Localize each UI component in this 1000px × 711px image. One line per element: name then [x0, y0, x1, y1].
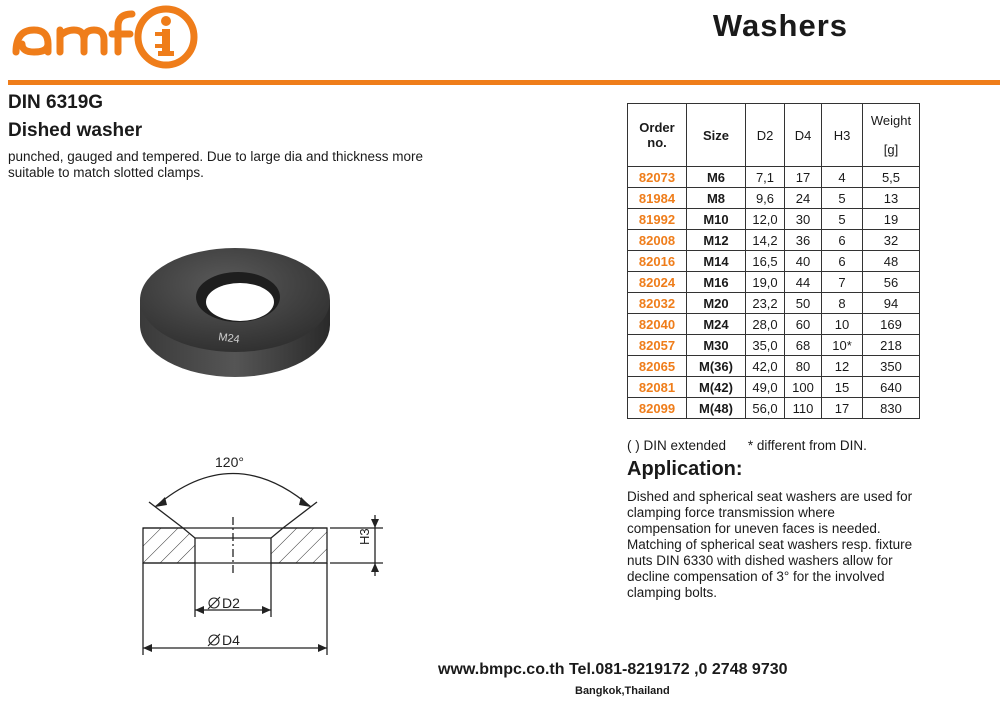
cell-order-no[interactable]: 82073 — [628, 167, 687, 188]
cell-d2: 35,0 — [746, 335, 785, 356]
footer-location: Bangkok,Thailand — [575, 685, 670, 697]
cell-weight: 32 — [863, 230, 920, 251]
cell-h3: 6 — [822, 230, 863, 251]
cell-weight: 830 — [863, 398, 920, 419]
cell-d4: 44 — [785, 272, 822, 293]
cell-weight: 48 — [863, 251, 920, 272]
legend-din-extended: ( ) DIN extended — [627, 438, 727, 453]
cell-h3: 5 — [822, 188, 863, 209]
cell-h3: 17 — [822, 398, 863, 419]
cell-d4: 40 — [785, 251, 822, 272]
cell-d4: 110 — [785, 398, 822, 419]
cell-order-no[interactable]: 82099 — [628, 398, 687, 419]
table-row — [628, 335, 920, 356]
diameter-symbols — [208, 597, 220, 646]
d4-label: D4 — [222, 632, 240, 648]
table-row — [628, 167, 920, 188]
cell-size: M20 — [687, 293, 746, 314]
washer-cross-section-drawing — [125, 445, 395, 660]
table-row — [628, 251, 920, 272]
col-order-no: Order no. — [628, 104, 687, 167]
cell-d4: 68 — [785, 335, 822, 356]
spec-table — [627, 103, 920, 419]
cell-h3: 6 — [822, 251, 863, 272]
cell-d4: 60 — [785, 314, 822, 335]
table-row — [628, 377, 920, 398]
cell-size: M8 — [687, 188, 746, 209]
header-divider — [8, 80, 1000, 85]
cell-weight: 94 — [863, 293, 920, 314]
col-d4: D4 — [785, 104, 822, 167]
cell-size: M(42) — [687, 377, 746, 398]
cell-weight: 5,5 — [863, 167, 920, 188]
product-description: punched, gauged and tempered. Due to large dia and thickness more suitable to match slotted clamps. — [8, 149, 424, 180]
cell-size: M(48) — [687, 398, 746, 419]
table-header-row — [628, 104, 920, 167]
dished-washer-photo — [130, 230, 340, 380]
photo-size-label: M24 — [217, 331, 241, 346]
cell-h3: 5 — [822, 209, 863, 230]
cell-h3: 7 — [822, 272, 863, 293]
cell-d2: 14,2 — [746, 230, 785, 251]
cell-d4: 50 — [785, 293, 822, 314]
cell-weight: 13 — [863, 188, 920, 209]
cell-h3: 10* — [822, 335, 863, 356]
col-d2: D2 — [746, 104, 785, 167]
cell-h3: 15 — [822, 377, 863, 398]
cell-d2: 23,2 — [746, 293, 785, 314]
cell-h3: 8 — [822, 293, 863, 314]
table-row — [628, 272, 920, 293]
cell-order-no[interactable]: 82024 — [628, 272, 687, 293]
table-legend — [627, 438, 885, 453]
amf-logo — [8, 2, 198, 72]
cell-d2: 9,6 — [746, 188, 785, 209]
cell-order-no[interactable]: 82040 — [628, 314, 687, 335]
cell-d2: 28,0 — [746, 314, 785, 335]
cell-order-no[interactable]: 82057 — [628, 335, 687, 356]
table-row — [628, 356, 920, 377]
legend-different: * different from DIN. — [747, 438, 867, 453]
application-text: Dished and spherical seat washers are used for clamping force transmission where compensation for uneven faces is needed. Matching of spherical seat washers resp. fixture nuts DIN 6330 with dished washers allow for decline compensation of 3° for the involved clamping bolts. — [627, 489, 913, 600]
cell-d4: 30 — [785, 209, 822, 230]
cell-d4: 36 — [785, 230, 822, 251]
cell-size: M14 — [687, 251, 746, 272]
cell-d2: 19,0 — [746, 272, 785, 293]
cell-weight: 350 — [863, 356, 920, 377]
cell-size: M(36) — [687, 356, 746, 377]
angle-label: 120° — [215, 454, 244, 470]
cell-d2: 7,1 — [746, 167, 785, 188]
cell-d2: 49,0 — [746, 377, 785, 398]
table-row — [628, 188, 920, 209]
page-title: Washers — [712, 8, 848, 43]
cell-d2: 16,5 — [746, 251, 785, 272]
cell-h3: 4 — [822, 167, 863, 188]
cell-h3: 12 — [822, 356, 863, 377]
cell-weight: 218 — [863, 335, 920, 356]
cell-size: M12 — [687, 230, 746, 251]
d2-label: D2 — [222, 595, 240, 611]
cell-size: M10 — [687, 209, 746, 230]
cell-d2: 12,0 — [746, 209, 785, 230]
cell-size: M24 — [687, 314, 746, 335]
cell-order-no[interactable]: 82081 — [628, 377, 687, 398]
col-weight — [863, 104, 920, 167]
cell-d4: 80 — [785, 356, 822, 377]
cell-order-no[interactable]: 82008 — [628, 230, 687, 251]
cell-weight: 19 — [863, 209, 920, 230]
h3-label: H3 — [357, 528, 372, 545]
cell-d2: 42,0 — [746, 356, 785, 377]
cell-d4: 100 — [785, 377, 822, 398]
product-name: Dished washer — [8, 120, 143, 141]
table-row — [628, 398, 920, 419]
cell-order-no[interactable]: 81992 — [628, 209, 687, 230]
col-h3: H3 — [822, 104, 863, 167]
table-row — [628, 209, 920, 230]
weight-label: Weight — [870, 113, 912, 128]
cell-d4: 17 — [785, 167, 822, 188]
cell-weight: 640 — [863, 377, 920, 398]
table-row — [628, 314, 920, 335]
cell-d4: 24 — [785, 188, 822, 209]
cell-order-no[interactable]: 82032 — [628, 293, 687, 314]
product-standard: DIN 6319G — [8, 92, 104, 113]
cell-h3: 10 — [822, 314, 863, 335]
weight-unit: [g] — [883, 142, 899, 157]
cell-weight: 56 — [863, 272, 920, 293]
col-size: Size — [687, 104, 746, 167]
cell-d2: 56,0 — [746, 398, 785, 419]
cell-size: M6 — [687, 167, 746, 188]
cell-order-no[interactable]: 82016 — [628, 251, 687, 272]
table-row — [628, 230, 920, 251]
application-heading: Application: — [627, 458, 743, 480]
table-row — [628, 293, 920, 314]
cell-weight: 169 — [863, 314, 920, 335]
cell-order-no[interactable]: 82065 — [628, 356, 687, 377]
cell-size: M16 — [687, 272, 746, 293]
cell-size: M30 — [687, 335, 746, 356]
cell-order-no[interactable]: 81984 — [628, 188, 687, 209]
footer-contact[interactable]: www.bmpc.co.th Tel.081-8219172 ,0 2748 9730 — [438, 661, 788, 678]
